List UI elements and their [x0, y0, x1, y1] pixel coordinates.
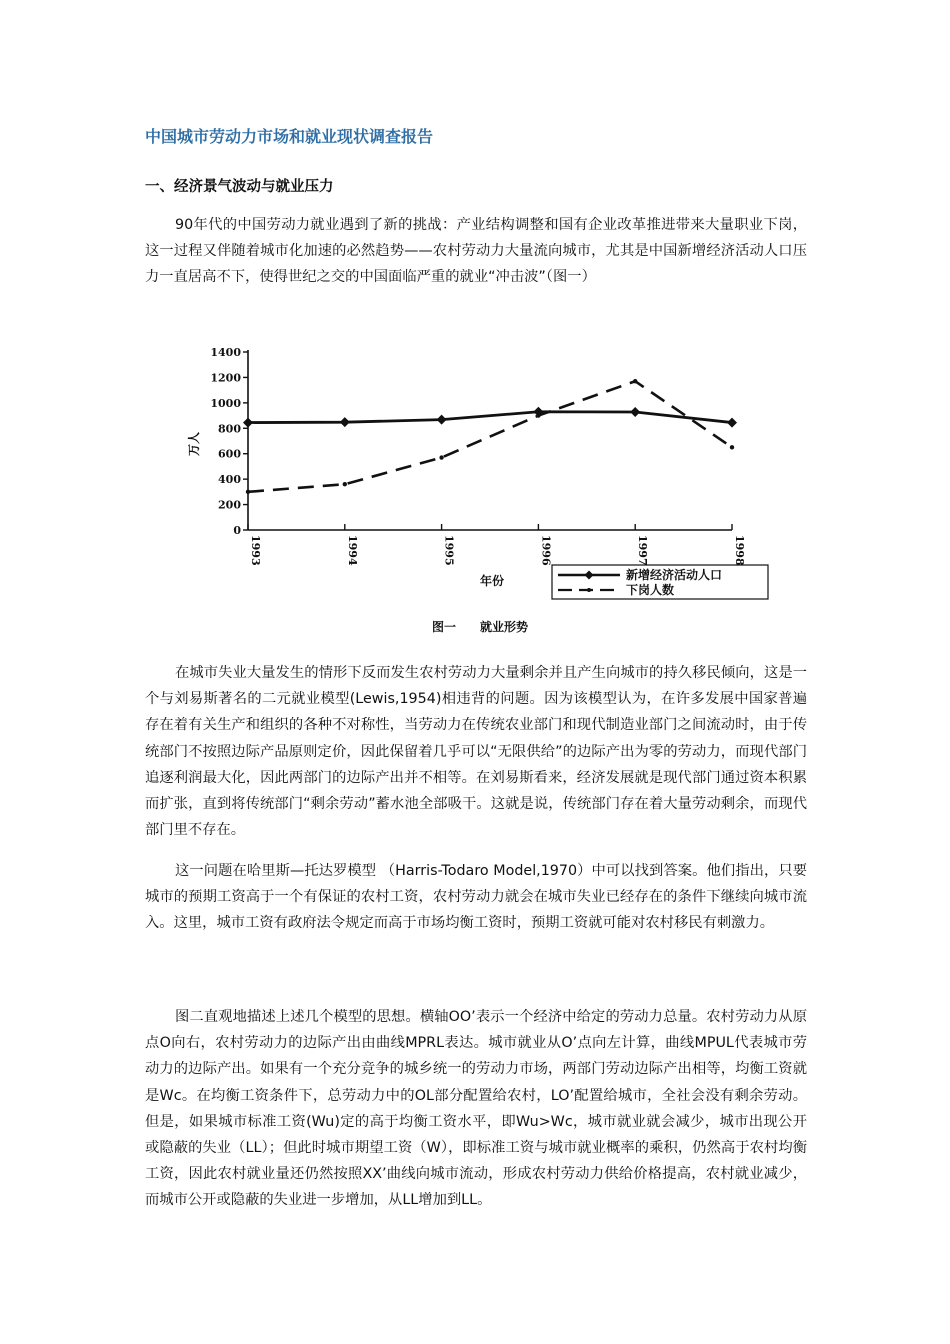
y-tick-label: 0: [233, 524, 241, 537]
legend-label: 新增经济活动人口: [626, 568, 723, 582]
y-tick-label: 400: [218, 473, 241, 487]
y-tick-label: 1000: [210, 396, 241, 410]
x-tick-label: 1997: [636, 535, 650, 566]
paragraph-3: 这一问题在哈里斯—托达罗模型 （Harris-Todaro Model,1970）中可以找到答案。他们指出，只要城市的预期工资高于一个有保证的农村工资，农村劳动力就会在城市失业已经存在的条件下继续向城市流入。这里，城市工资有政府法令规定而高于市场均衡工资时，预期工资就可能对农村移民有刺激力。: [145, 863, 807, 932]
chart-legend: [552, 565, 768, 599]
data-point: [536, 413, 540, 417]
y-tick-label: 800: [218, 422, 241, 436]
x-tick-label: 1993: [249, 535, 262, 566]
y-tick-label: 1400: [210, 346, 241, 359]
x-tick-label: 1995: [442, 535, 456, 566]
legend-marker: [585, 571, 594, 580]
x-tick-label: 1998: [733, 535, 746, 566]
data-point: [340, 417, 350, 427]
data-point: [730, 445, 734, 449]
series-line: [248, 381, 732, 492]
employment-line-chart: [180, 338, 780, 638]
x-tick-label: 1994: [345, 535, 359, 566]
paragraph-4: 图二直观地描述上述几个模型的思想。横轴OO’表示一个经济中给定的劳动力总量。农村劳动力从原点O向右，农村劳动力的边际产出由曲线MPRL表达。城市就业从O’点向左计算，曲线MPUL代表城市劳动力的边际产出。如果有一个充分竞争的城乡统一的劳动力市场，两部门劳动边际产出相等，均衡工资就是Wc。在均衡工资条件下，总劳动力中的OL部分配置给农村，LO’配置给城市，全社会没有剩余劳动。但是，如果城市标准工资(Wu)定的高于均衡工资水平，即Wu>Wc，城市就业就会减少，城市出现公开或隐蔽的失业（LL）；但此时城市期望工资（W），即标准工资与城市就业概率的乘积，仍然高于农村均衡工资，因此农村就业量还仍然按照XX’曲线向城市流动，形成农村劳动力供给价格提高，农村就业减少，而城市公开或隐蔽的失业进一步增加，从LL增加到LL。: [145, 1009, 807, 1209]
x-tick-label: 1996: [539, 535, 553, 566]
x-axis-label: 年份: [479, 574, 505, 588]
legend-label: 下岗人数: [626, 583, 675, 597]
y-tick-label: 200: [218, 498, 241, 512]
series-line: [248, 412, 732, 423]
data-point: [630, 407, 640, 417]
data-point: [246, 490, 250, 494]
paragraph-2: 在城市失业大量发生的情形下反而发生农村劳动力大量剩余并且产生向城市的持久移民倾向，这是一个与刘易斯著名的二元就业模型(Lewis,1954)相违背的问题。因为该模型认为，在许多发展中国家普遍存在着有关生产和组织的各种不对称性，当劳动力在传统农业部门和现代制造业部门之间流动时，由于传统部门不按照边际产品原则定价，因此保留着几乎可以“无限供给”的边际产出为零的劳动力，而现代部门追逐利润最大化，因此两部门的边际产出并不相等。在刘易斯看来，经济发展就是现代部门通过资本积累而扩张，直到将传统部门“剩余劳动”蓄水池全部吸干。这就是说，传统部门存在着大量劳动剩余，而现代部门里不存在。: [145, 665, 807, 839]
y-axis-label: 万人: [187, 431, 201, 457]
y-tick-label: 600: [218, 447, 241, 461]
paragraph-1: 90年代的中国劳动力就业遇到了新的挑战：产业结构调整和国有企业改革推进带来大量职业下岗，这一过程又伴随着城市化加速的必然趋势——农村劳动力大量流向城市，尤其是中国新增经济活动人口压力一直居高不下，使得世纪之交的中国面临严重的就业“冲击波”（图一）: [145, 217, 807, 286]
document-title: 中国城市劳动力市场和就业现状调查报告: [145, 127, 434, 146]
data-point: [439, 455, 443, 459]
y-tick-label: 1200: [210, 371, 241, 385]
section-heading: 一、经济景气波动与就业压力: [145, 179, 334, 195]
data-point: [633, 379, 637, 383]
data-point: [727, 418, 737, 428]
data-point: [343, 482, 347, 486]
data-point: [437, 415, 447, 425]
legend-marker: [587, 588, 591, 592]
employment-chart-figure: [180, 338, 780, 638]
figure-caption: 图一 就业形势: [431, 620, 529, 634]
data-point: [243, 418, 253, 428]
